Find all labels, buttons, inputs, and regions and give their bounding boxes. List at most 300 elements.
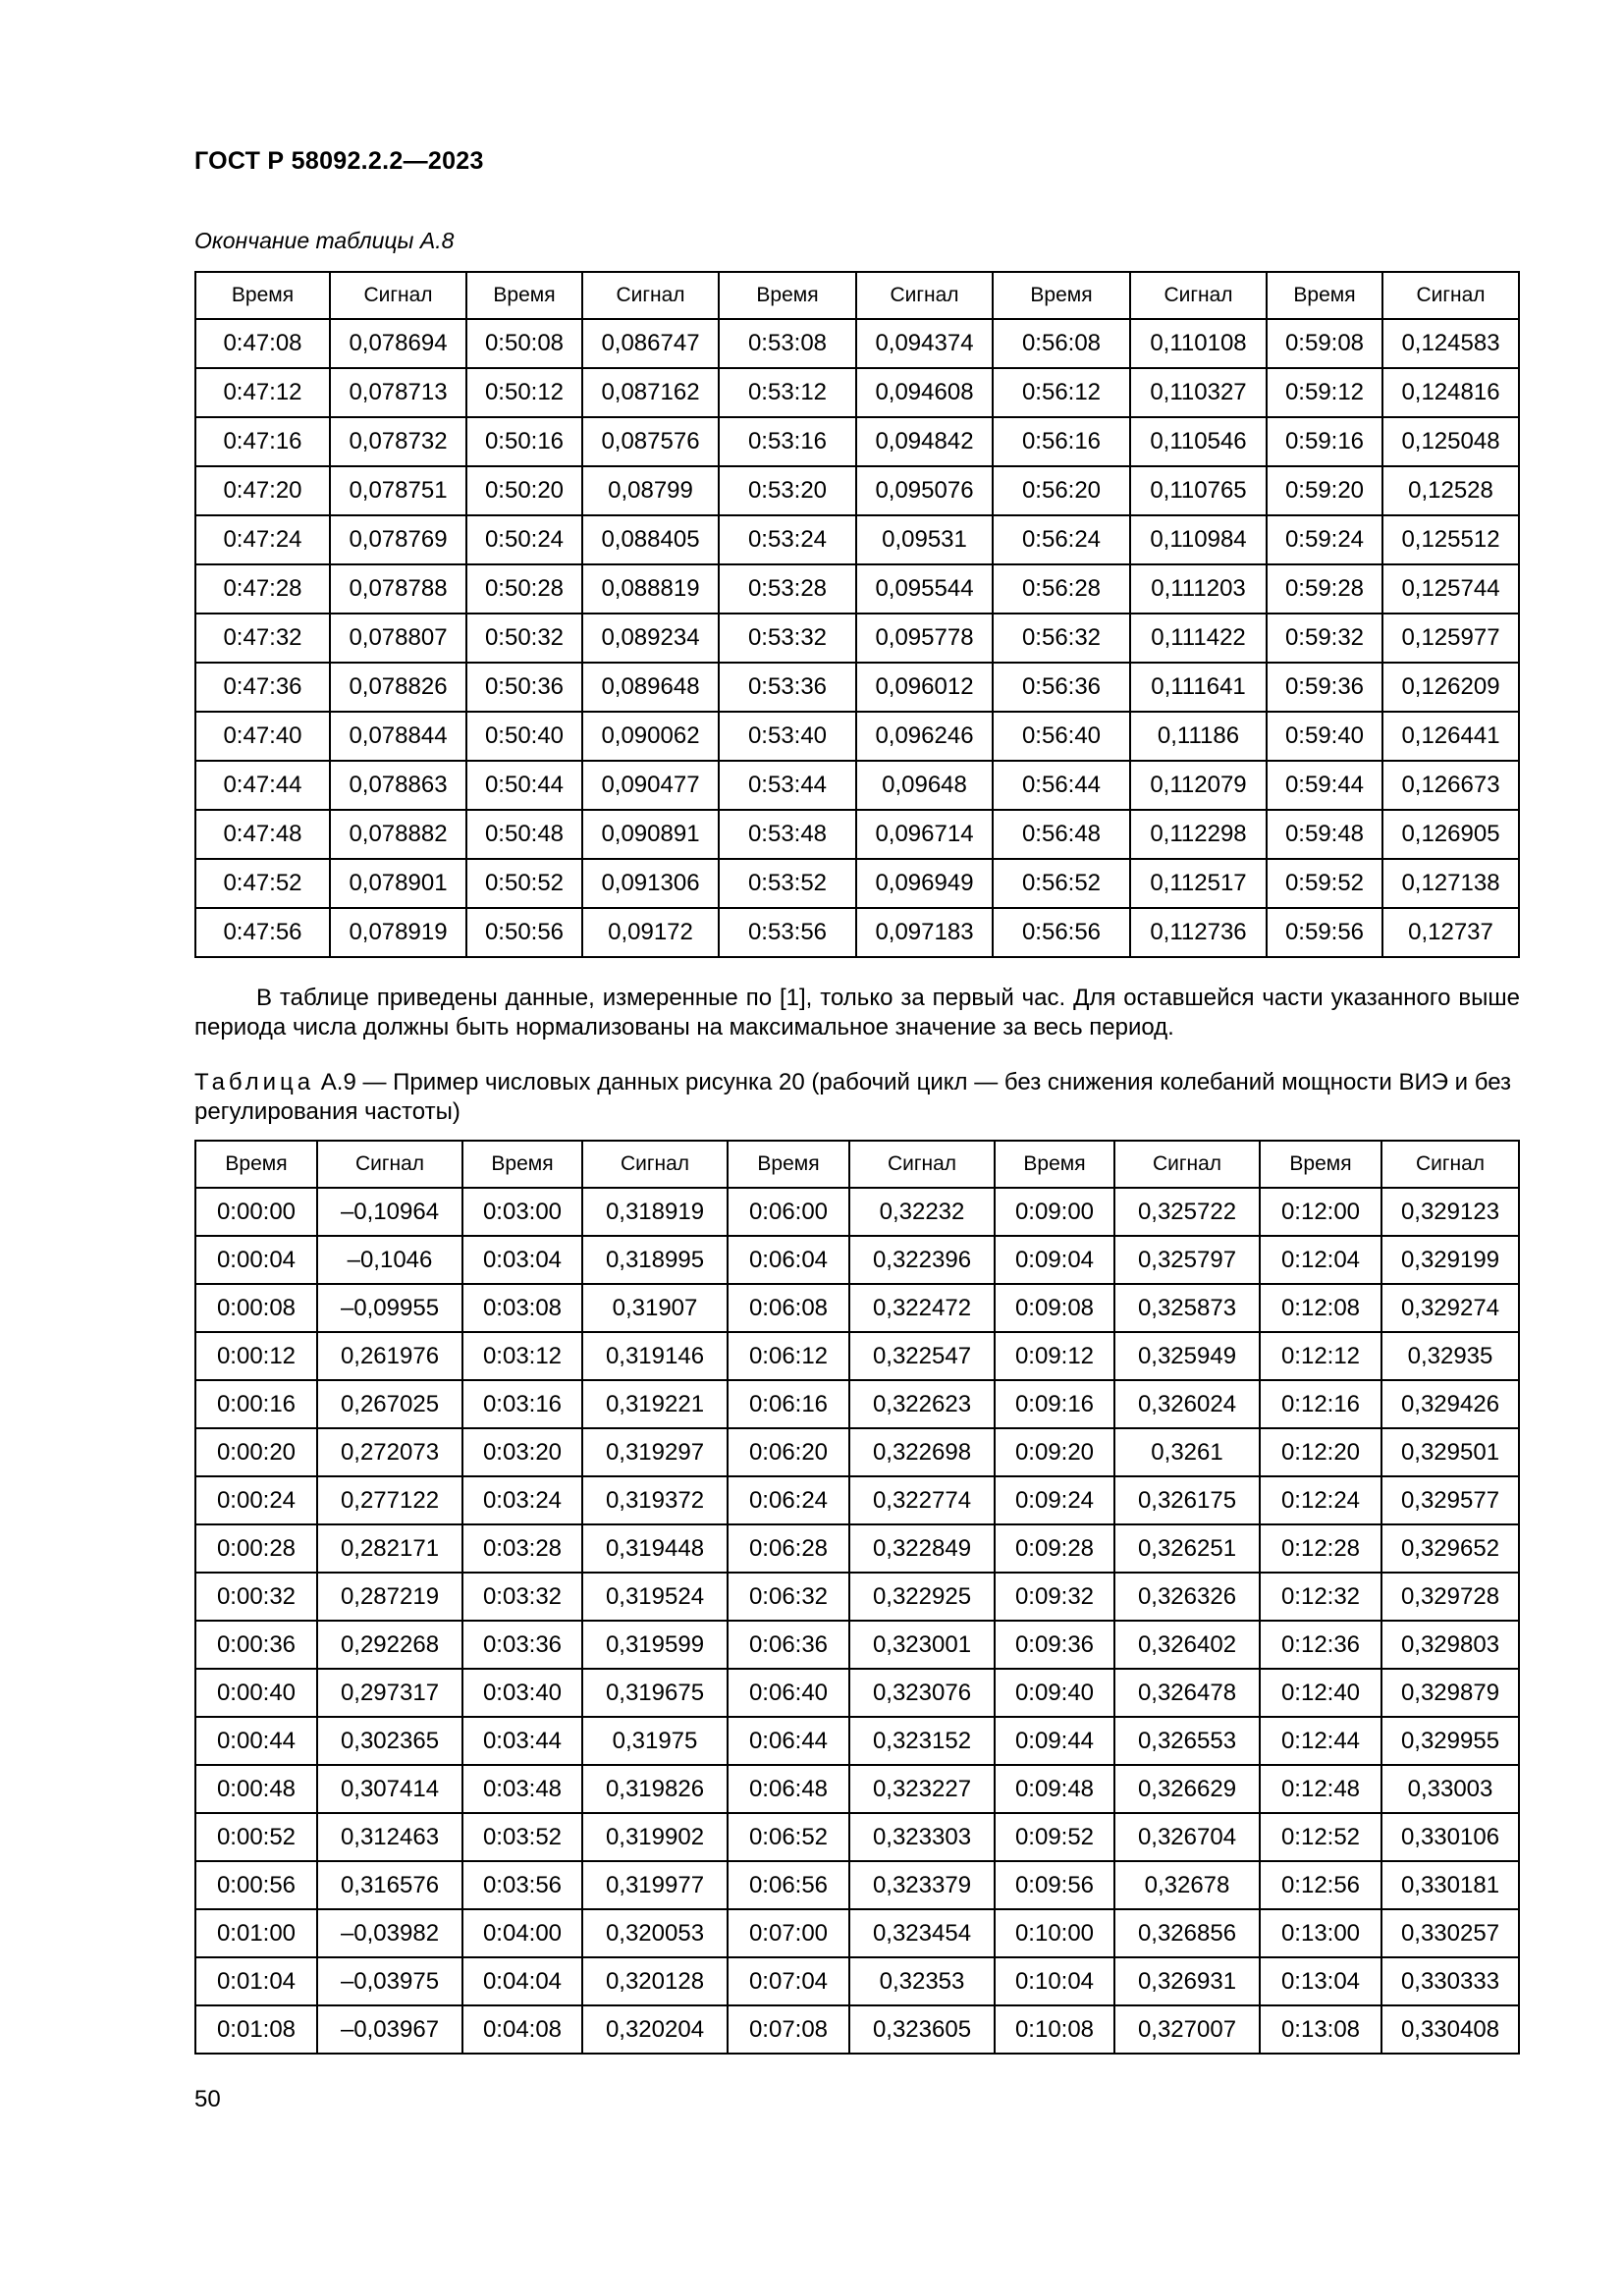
table-row xyxy=(195,1524,1519,1573)
signal-cell: 0,32232 xyxy=(849,1188,995,1236)
table-a9 xyxy=(194,1140,1520,2055)
signal-cell: 0,078844 xyxy=(330,712,466,761)
signal-cell: 0,091306 xyxy=(582,859,719,908)
table-row xyxy=(195,1284,1519,1332)
signal-cell: 0,319826 xyxy=(582,1765,728,1813)
table-header-row xyxy=(195,1141,1519,1188)
time-cell: 0:53:16 xyxy=(719,417,856,466)
time-cell: 0:00:04 xyxy=(195,1236,317,1284)
signal-cell: 0,316576 xyxy=(317,1861,462,1909)
time-cell: 0:03:16 xyxy=(462,1380,582,1428)
signal-cell: 0,31975 xyxy=(582,1717,728,1765)
table-row xyxy=(195,1428,1519,1476)
table-row xyxy=(195,1476,1519,1524)
table-row xyxy=(195,1188,1519,1236)
time-cell: 0:59:16 xyxy=(1267,417,1382,466)
time-cell: 0:03:24 xyxy=(462,1476,582,1524)
time-cell: 0:53:44 xyxy=(719,761,856,810)
time-cell: 0:47:32 xyxy=(195,614,330,663)
column-header-time: Время xyxy=(195,1141,317,1188)
column-header-signal: Сигнал xyxy=(330,272,466,319)
time-cell: 0:10:08 xyxy=(995,2005,1114,2054)
time-cell: 0:12:12 xyxy=(1260,1332,1381,1380)
time-cell: 0:09:48 xyxy=(995,1765,1114,1813)
table-header-row xyxy=(195,272,1519,319)
signal-cell: 0,330106 xyxy=(1381,1813,1519,1861)
time-cell: 0:50:08 xyxy=(466,319,582,368)
signal-cell: –0,03982 xyxy=(317,1909,462,1957)
time-cell: 0:50:52 xyxy=(466,859,582,908)
signal-cell: 0,323001 xyxy=(849,1621,995,1669)
signal-cell: 0,111422 xyxy=(1130,614,1267,663)
column-header-signal: Сигнал xyxy=(582,1141,728,1188)
time-cell: 0:00:36 xyxy=(195,1621,317,1669)
signal-cell: 0,277122 xyxy=(317,1476,462,1524)
signal-cell: 0,32678 xyxy=(1114,1861,1260,1909)
column-header-time: Время xyxy=(728,1141,849,1188)
time-cell: 0:59:40 xyxy=(1267,712,1382,761)
time-cell: 0:07:04 xyxy=(728,1957,849,2005)
signal-cell: 0,110984 xyxy=(1130,515,1267,564)
time-cell: 0:04:00 xyxy=(462,1909,582,1957)
signal-cell: 0,318995 xyxy=(582,1236,728,1284)
time-cell: 0:03:20 xyxy=(462,1428,582,1476)
signal-cell: 0,325797 xyxy=(1114,1236,1260,1284)
time-cell: 0:06:28 xyxy=(728,1524,849,1573)
signal-cell: 0,112736 xyxy=(1130,908,1267,957)
column-header-signal: Сигнал xyxy=(1130,272,1267,319)
signal-cell: 0,323227 xyxy=(849,1765,995,1813)
table-row xyxy=(195,712,1519,761)
time-cell: 0:12:16 xyxy=(1260,1380,1381,1428)
time-cell: 0:59:48 xyxy=(1267,810,1382,859)
table-a9-title-text: А.9 — Пример числовых данных рисунка 20 (рабочий цикл — без снижения колебаний мощности ВИЭ и без регулирования частоты) xyxy=(194,1069,1512,1125)
time-cell: 0:47:56 xyxy=(195,908,330,957)
signal-cell: 0,088819 xyxy=(582,564,719,614)
signal-cell: 0,078863 xyxy=(330,761,466,810)
signal-cell: 0,329879 xyxy=(1381,1669,1519,1717)
time-cell: 0:50:36 xyxy=(466,663,582,712)
table-a8-caption: Окончание таблицы А.8 xyxy=(194,228,455,253)
time-cell: 0:12:20 xyxy=(1260,1428,1381,1476)
time-cell: 0:03:28 xyxy=(462,1524,582,1573)
time-cell: 0:56:32 xyxy=(993,614,1130,663)
time-cell: 0:59:52 xyxy=(1267,859,1382,908)
time-cell: 0:50:12 xyxy=(466,368,582,417)
time-cell: 0:06:08 xyxy=(728,1284,849,1332)
table-row xyxy=(195,417,1519,466)
signal-cell: 0,326326 xyxy=(1114,1573,1260,1621)
time-cell: 0:56:16 xyxy=(993,417,1130,466)
time-cell: 0:09:32 xyxy=(995,1573,1114,1621)
time-cell: 0:10:00 xyxy=(995,1909,1114,1957)
signal-cell: 0,319524 xyxy=(582,1573,728,1621)
table-row xyxy=(195,614,1519,663)
time-cell: 0:12:48 xyxy=(1260,1765,1381,1813)
signal-cell: 0,126905 xyxy=(1382,810,1519,859)
signal-cell: 0,307414 xyxy=(317,1765,462,1813)
signal-cell: 0,078882 xyxy=(330,810,466,859)
table-note: В таблице приведены данные, измеренные по [1], только за первый час. Для оставшейся части указанного выше периода числа должны быть нормализованы на максимальное значение за весь период. xyxy=(194,985,1520,1041)
time-cell: 0:53:24 xyxy=(719,515,856,564)
time-cell: 0:47:08 xyxy=(195,319,330,368)
time-cell: 0:06:48 xyxy=(728,1765,849,1813)
table-row xyxy=(195,1765,1519,1813)
time-cell: 0:03:48 xyxy=(462,1765,582,1813)
time-cell: 0:50:44 xyxy=(466,761,582,810)
time-cell: 0:47:48 xyxy=(195,810,330,859)
signal-cell: 0,078901 xyxy=(330,859,466,908)
time-cell: 0:13:00 xyxy=(1260,1909,1381,1957)
signal-cell: 0,078788 xyxy=(330,564,466,614)
time-cell: 0:53:08 xyxy=(719,319,856,368)
time-cell: 0:00:20 xyxy=(195,1428,317,1476)
table-row xyxy=(195,859,1519,908)
signal-cell: 0,126209 xyxy=(1382,663,1519,712)
column-header-signal: Сигнал xyxy=(1382,272,1519,319)
signal-cell: 0,094608 xyxy=(856,368,993,417)
time-cell: 0:53:20 xyxy=(719,466,856,515)
time-cell: 0:59:20 xyxy=(1267,466,1382,515)
signal-cell: 0,326553 xyxy=(1114,1717,1260,1765)
time-cell: 0:00:32 xyxy=(195,1573,317,1621)
time-cell: 0:53:36 xyxy=(719,663,856,712)
signal-cell: 0,090062 xyxy=(582,712,719,761)
signal-cell: 0,322396 xyxy=(849,1236,995,1284)
time-cell: 0:12:44 xyxy=(1260,1717,1381,1765)
signal-cell: 0,330333 xyxy=(1381,1957,1519,2005)
signal-cell: –0,09955 xyxy=(317,1284,462,1332)
time-cell: 0:06:52 xyxy=(728,1813,849,1861)
time-cell: 0:50:32 xyxy=(466,614,582,663)
time-cell: 0:06:36 xyxy=(728,1621,849,1669)
column-header-time: Время xyxy=(1260,1141,1381,1188)
signal-cell: 0,111203 xyxy=(1130,564,1267,614)
column-header-time: Время xyxy=(995,1141,1114,1188)
table-a8 xyxy=(194,271,1520,958)
signal-cell: 0,329123 xyxy=(1381,1188,1519,1236)
time-cell: 0:09:36 xyxy=(995,1621,1114,1669)
time-cell: 0:53:40 xyxy=(719,712,856,761)
time-cell: 0:01:04 xyxy=(195,1957,317,2005)
signal-cell: 0,325722 xyxy=(1114,1188,1260,1236)
signal-cell: 0,319599 xyxy=(582,1621,728,1669)
time-cell: 0:53:12 xyxy=(719,368,856,417)
signal-cell: 0,087576 xyxy=(582,417,719,466)
signal-cell: 0,095778 xyxy=(856,614,993,663)
time-cell: 0:47:24 xyxy=(195,515,330,564)
table-row xyxy=(195,1957,1519,2005)
signal-cell: 0,327007 xyxy=(1114,2005,1260,2054)
column-header-signal: Сигнал xyxy=(1114,1141,1260,1188)
time-cell: 0:59:08 xyxy=(1267,319,1382,368)
table-row xyxy=(195,1332,1519,1380)
signal-cell: 0,12528 xyxy=(1382,466,1519,515)
signal-cell: 0,329426 xyxy=(1381,1380,1519,1428)
signal-cell: 0,078694 xyxy=(330,319,466,368)
time-cell: 0:10:04 xyxy=(995,1957,1114,2005)
signal-cell: 0,110327 xyxy=(1130,368,1267,417)
signal-cell: 0,090477 xyxy=(582,761,719,810)
signal-cell: 0,323076 xyxy=(849,1669,995,1717)
table-row xyxy=(195,319,1519,368)
time-cell: 0:09:56 xyxy=(995,1861,1114,1909)
signal-cell: 0,329803 xyxy=(1381,1621,1519,1669)
signal-cell: 0,126673 xyxy=(1382,761,1519,810)
signal-cell: 0,323303 xyxy=(849,1813,995,1861)
signal-cell: 0,319297 xyxy=(582,1428,728,1476)
column-header-signal: Сигнал xyxy=(1381,1141,1519,1188)
table-row xyxy=(195,810,1519,859)
time-cell: 0:56:08 xyxy=(993,319,1130,368)
time-cell: 0:59:32 xyxy=(1267,614,1382,663)
table-row xyxy=(195,1717,1519,1765)
time-cell: 0:12:56 xyxy=(1260,1861,1381,1909)
time-cell: 0:00:40 xyxy=(195,1669,317,1717)
time-cell: 0:47:20 xyxy=(195,466,330,515)
table-row xyxy=(195,1909,1519,1957)
table-row xyxy=(195,368,1519,417)
time-cell: 0:53:28 xyxy=(719,564,856,614)
signal-cell: 0,325873 xyxy=(1114,1284,1260,1332)
column-header-time: Время xyxy=(1267,272,1382,319)
time-cell: 0:12:28 xyxy=(1260,1524,1381,1573)
time-cell: 0:12:40 xyxy=(1260,1669,1381,1717)
signal-cell: 0,11186 xyxy=(1130,712,1267,761)
time-cell: 0:06:12 xyxy=(728,1332,849,1380)
signal-cell: 0,320204 xyxy=(582,2005,728,2054)
table-row xyxy=(195,761,1519,810)
signal-cell: 0,282171 xyxy=(317,1524,462,1573)
signal-cell: 0,096949 xyxy=(856,859,993,908)
signal-cell: 0,329577 xyxy=(1381,1476,1519,1524)
signal-cell: 0,272073 xyxy=(317,1428,462,1476)
document-header: ГОСТ Р 58092.2.2—2023 xyxy=(194,147,484,175)
table-row xyxy=(195,1861,1519,1909)
signal-cell: 0,125048 xyxy=(1382,417,1519,466)
time-cell: 0:09:24 xyxy=(995,1476,1114,1524)
time-cell: 0:50:40 xyxy=(466,712,582,761)
table-row xyxy=(195,564,1519,614)
signal-cell: –0,1046 xyxy=(317,1236,462,1284)
signal-cell: 0,326629 xyxy=(1114,1765,1260,1813)
column-header-signal: Сигнал xyxy=(849,1141,995,1188)
time-cell: 0:12:08 xyxy=(1260,1284,1381,1332)
signal-cell: 0,312463 xyxy=(317,1813,462,1861)
time-cell: 0:07:00 xyxy=(728,1909,849,1957)
table-row xyxy=(195,1621,1519,1669)
signal-cell: 0,09648 xyxy=(856,761,993,810)
time-cell: 0:12:24 xyxy=(1260,1476,1381,1524)
time-cell: 0:03:00 xyxy=(462,1188,582,1236)
signal-cell: –0,03967 xyxy=(317,2005,462,2054)
signal-cell: 0,287219 xyxy=(317,1573,462,1621)
time-cell: 0:03:40 xyxy=(462,1669,582,1717)
time-cell: 0:56:12 xyxy=(993,368,1130,417)
signal-cell: 0,089234 xyxy=(582,614,719,663)
signal-cell: 0,329728 xyxy=(1381,1573,1519,1621)
time-cell: 0:00:16 xyxy=(195,1380,317,1428)
signal-cell: 0,08799 xyxy=(582,466,719,515)
signal-cell: 0,088405 xyxy=(582,515,719,564)
signal-cell: 0,292268 xyxy=(317,1621,462,1669)
time-cell: 0:56:24 xyxy=(993,515,1130,564)
page-number: 50 xyxy=(194,2086,221,2112)
time-cell: 0:53:32 xyxy=(719,614,856,663)
column-header-signal: Сигнал xyxy=(856,272,993,319)
column-header-signal: Сигнал xyxy=(582,272,719,319)
signal-cell: –0,03975 xyxy=(317,1957,462,2005)
time-cell: 0:09:08 xyxy=(995,1284,1114,1332)
signal-cell: 0,078769 xyxy=(330,515,466,564)
time-cell: 0:12:32 xyxy=(1260,1573,1381,1621)
time-cell: 0:03:32 xyxy=(462,1573,582,1621)
signal-cell: 0,319902 xyxy=(582,1813,728,1861)
signal-cell: 0,112079 xyxy=(1130,761,1267,810)
time-cell: 0:50:24 xyxy=(466,515,582,564)
time-cell: 0:03:08 xyxy=(462,1284,582,1332)
time-cell: 0:50:16 xyxy=(466,417,582,466)
signal-cell: 0,111641 xyxy=(1130,663,1267,712)
signal-cell: 0,110108 xyxy=(1130,319,1267,368)
signal-cell: 0,096246 xyxy=(856,712,993,761)
signal-cell: 0,125744 xyxy=(1382,564,1519,614)
signal-cell: 0,089648 xyxy=(582,663,719,712)
time-cell: 0:03:36 xyxy=(462,1621,582,1669)
signal-cell: 0,329955 xyxy=(1381,1717,1519,1765)
time-cell: 0:12:52 xyxy=(1260,1813,1381,1861)
time-cell: 0:00:00 xyxy=(195,1188,317,1236)
time-cell: 0:06:32 xyxy=(728,1573,849,1621)
signal-cell: 0,326402 xyxy=(1114,1621,1260,1669)
signal-cell: 0,126441 xyxy=(1382,712,1519,761)
table-row xyxy=(195,2005,1519,2054)
signal-cell: 0,078919 xyxy=(330,908,466,957)
signal-cell: 0,326478 xyxy=(1114,1669,1260,1717)
table-row xyxy=(195,466,1519,515)
time-cell: 0:03:04 xyxy=(462,1236,582,1284)
table-row xyxy=(195,1380,1519,1428)
time-cell: 0:09:40 xyxy=(995,1669,1114,1717)
signal-cell: 0,09172 xyxy=(582,908,719,957)
time-cell: 0:47:40 xyxy=(195,712,330,761)
table-row xyxy=(195,908,1519,957)
time-cell: 0:47:16 xyxy=(195,417,330,466)
signal-cell: 0,09531 xyxy=(856,515,993,564)
signal-cell: 0,326175 xyxy=(1114,1476,1260,1524)
signal-cell: 0,322774 xyxy=(849,1476,995,1524)
signal-cell: 0,325949 xyxy=(1114,1332,1260,1380)
signal-cell: 0,3261 xyxy=(1114,1428,1260,1476)
time-cell: 0:06:24 xyxy=(728,1476,849,1524)
time-cell: 0:59:24 xyxy=(1267,515,1382,564)
signal-cell: 0,095544 xyxy=(856,564,993,614)
time-cell: 0:09:52 xyxy=(995,1813,1114,1861)
signal-cell: 0,329501 xyxy=(1381,1428,1519,1476)
signal-cell: 0,323605 xyxy=(849,2005,995,2054)
time-cell: 0:47:52 xyxy=(195,859,330,908)
time-cell: 0:50:56 xyxy=(466,908,582,957)
time-cell: 0:03:12 xyxy=(462,1332,582,1380)
signal-cell: 0,329274 xyxy=(1381,1284,1519,1332)
time-cell: 0:03:52 xyxy=(462,1813,582,1861)
time-cell: 0:59:44 xyxy=(1267,761,1382,810)
signal-cell: 0,078807 xyxy=(330,614,466,663)
signal-cell: 0,31907 xyxy=(582,1284,728,1332)
signal-cell: 0,329199 xyxy=(1381,1236,1519,1284)
signal-cell: 0,319675 xyxy=(582,1669,728,1717)
signal-cell: 0,323454 xyxy=(849,1909,995,1957)
time-cell: 0:06:44 xyxy=(728,1717,849,1765)
signal-cell: 0,319372 xyxy=(582,1476,728,1524)
signal-cell: 0,078826 xyxy=(330,663,466,712)
time-cell: 0:56:52 xyxy=(993,859,1130,908)
signal-cell: 0,12737 xyxy=(1382,908,1519,957)
signal-cell: 0,302365 xyxy=(317,1717,462,1765)
signal-cell: 0,330257 xyxy=(1381,1909,1519,1957)
signal-cell: 0,326704 xyxy=(1114,1813,1260,1861)
time-cell: 0:56:44 xyxy=(993,761,1130,810)
time-cell: 0:06:00 xyxy=(728,1188,849,1236)
signal-cell: 0,326251 xyxy=(1114,1524,1260,1573)
signal-cell: 0,267025 xyxy=(317,1380,462,1428)
signal-cell: 0,127138 xyxy=(1382,859,1519,908)
signal-cell: 0,078713 xyxy=(330,368,466,417)
time-cell: 0:50:28 xyxy=(466,564,582,614)
signal-cell: 0,322925 xyxy=(849,1573,995,1621)
time-cell: 0:09:44 xyxy=(995,1717,1114,1765)
time-cell: 0:13:08 xyxy=(1260,2005,1381,2054)
column-header-time: Время xyxy=(993,272,1130,319)
time-cell: 0:03:44 xyxy=(462,1717,582,1765)
time-cell: 0:12:04 xyxy=(1260,1236,1381,1284)
time-cell: 0:56:56 xyxy=(993,908,1130,957)
time-cell: 0:59:28 xyxy=(1267,564,1382,614)
column-header-time: Время xyxy=(195,272,330,319)
table-a9-title xyxy=(194,1068,1520,1127)
time-cell: 0:09:00 xyxy=(995,1188,1114,1236)
time-cell: 0:00:12 xyxy=(195,1332,317,1380)
time-cell: 0:03:56 xyxy=(462,1861,582,1909)
signal-cell: 0,095076 xyxy=(856,466,993,515)
time-cell: 0:00:24 xyxy=(195,1476,317,1524)
signal-cell: 0,319448 xyxy=(582,1524,728,1573)
time-cell: 0:06:20 xyxy=(728,1428,849,1476)
time-cell: 0:53:52 xyxy=(719,859,856,908)
time-cell: 0:06:04 xyxy=(728,1236,849,1284)
time-cell: 0:00:44 xyxy=(195,1717,317,1765)
signal-cell: 0,112517 xyxy=(1130,859,1267,908)
signal-cell: 0,086747 xyxy=(582,319,719,368)
signal-cell: 0,110765 xyxy=(1130,466,1267,515)
signal-cell: 0,330408 xyxy=(1381,2005,1519,2054)
time-cell: 0:56:28 xyxy=(993,564,1130,614)
signal-cell: 0,322472 xyxy=(849,1284,995,1332)
time-cell: 0:59:36 xyxy=(1267,663,1382,712)
signal-cell: 0,322698 xyxy=(849,1428,995,1476)
table-row xyxy=(195,1236,1519,1284)
time-cell: 0:47:28 xyxy=(195,564,330,614)
signal-cell: 0,319146 xyxy=(582,1332,728,1380)
table-row xyxy=(195,663,1519,712)
signal-cell: 0,125512 xyxy=(1382,515,1519,564)
signal-cell: 0,096714 xyxy=(856,810,993,859)
time-cell: 0:56:40 xyxy=(993,712,1130,761)
time-cell: 0:06:56 xyxy=(728,1861,849,1909)
time-cell: 0:07:08 xyxy=(728,2005,849,2054)
signal-cell: 0,096012 xyxy=(856,663,993,712)
signal-cell: 0,319221 xyxy=(582,1380,728,1428)
